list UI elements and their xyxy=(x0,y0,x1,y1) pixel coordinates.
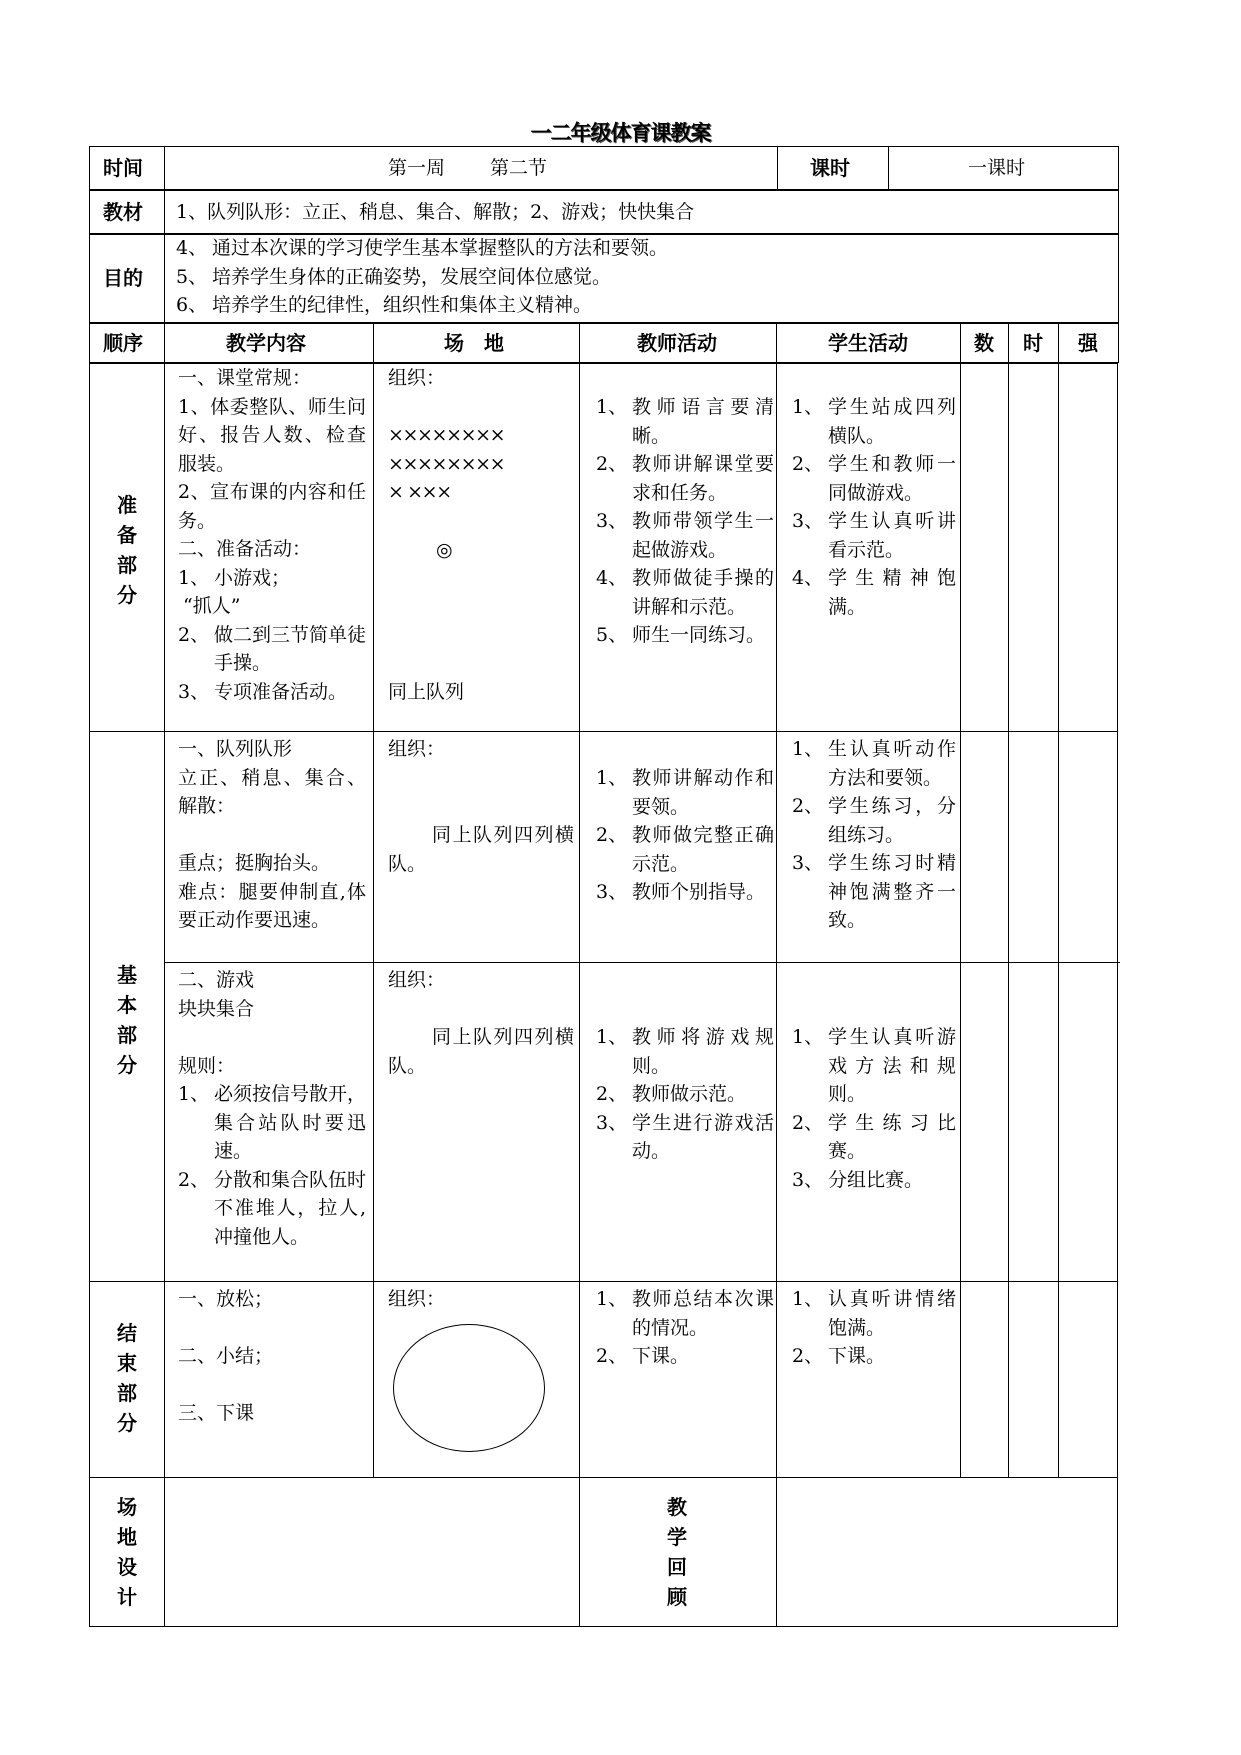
list-item: 1、 认真听讲情绪饱满。 xyxy=(792,1288,956,1339)
end-student-list xyxy=(792,1285,956,1371)
list-item: 3、 专项准备活动。 xyxy=(178,680,348,703)
list-item: 1、 教师总结本次课的情况。 xyxy=(596,1288,774,1339)
col-time: 时 xyxy=(1023,331,1043,355)
prep-teacher-list xyxy=(596,393,774,650)
list-item: 2、 下课。 xyxy=(596,1345,690,1367)
list-item: 2、 下课。 xyxy=(792,1345,886,1367)
col-student: 学生活动 xyxy=(828,331,908,355)
list-item: 3、 教师带领学生一起做游戏。 xyxy=(596,510,774,561)
goal-label: 目的 xyxy=(103,266,143,290)
list-item: 2、 分散和集合队伍时不准堆人，拉人,冲撞他人。 xyxy=(178,1168,367,1248)
list-item: 1、 教师讲解动作和要领。 xyxy=(596,767,774,818)
teaching-review-label: 教 学 回 顾 xyxy=(667,1495,687,1609)
basic1-content: 一、队列队形 立正、稍息、集合、解散： 重点；挺胸抬头。 难点：腿要伸制直,体要正动作要迅速。 xyxy=(178,738,366,931)
col-teacher: 教师活动 xyxy=(637,331,717,355)
list-item: 1、 学生站成四列横队。 xyxy=(792,396,956,447)
list-item: 3、 学生进行游戏活动。 xyxy=(596,1111,774,1162)
list-item: 4、 学生精神饱满。 xyxy=(792,567,956,618)
list-item: 3、 分组比赛。 xyxy=(792,1168,924,1191)
end-content-summary: 二、小结； xyxy=(178,1345,274,1367)
prep-venue-formation-row1: ×××××××× xyxy=(388,424,505,446)
end-content-dismiss: 三、下课 xyxy=(178,1402,255,1424)
list-item: 1、 学生认真听游戏方法和规则。 xyxy=(792,1026,956,1105)
list-item: 1、 教师将游戏规则。 xyxy=(596,1026,774,1077)
basic2-venue-text: 同上队列四列横队。 xyxy=(388,1026,574,1077)
prep-venue-formation-row2: ×××××××× xyxy=(388,453,505,475)
basic1-student-list xyxy=(792,735,956,935)
period-label: 课时 xyxy=(810,156,850,180)
list-item: 2、 做二到三节简单徒手操。 xyxy=(178,623,367,674)
venue-design-label: 场 地 设 计 xyxy=(117,1495,137,1609)
end-venue-org: 组织： xyxy=(388,1288,446,1310)
basic2-student-list xyxy=(792,1023,956,1194)
time-label: 时间 xyxy=(103,156,143,180)
circle-formation-diagram xyxy=(393,1324,545,1452)
list-item: 4、 教师做徒手操的讲解和示范。 xyxy=(596,567,774,618)
list-item: 3、 学生练习时精神饱满整齐一致。 xyxy=(792,852,956,931)
list-item: 3、 教师个别指导。 xyxy=(596,881,766,903)
list-item: 1、 必须按信号散开，集合站队时要迅速。 xyxy=(178,1083,367,1162)
prep-venue-formation-row3: × ××× xyxy=(388,481,451,503)
basic2-teacher-list xyxy=(596,1023,774,1166)
prep-venue-same: 同上队列 xyxy=(388,681,465,703)
stage-label-end: 结 束 部 分 xyxy=(117,1321,137,1435)
col-order: 顺序 xyxy=(103,331,143,355)
basic1-teacher-list xyxy=(596,764,774,907)
list-item: 2、 教师做完整正确示范。 xyxy=(596,824,774,875)
list-item: 1、 教师语言要清晰。 xyxy=(596,396,774,447)
list-item: 2、 学生和教师一同做游戏。 xyxy=(792,453,956,504)
list-item: 5、 师生一同练习。 xyxy=(596,624,766,646)
list-item: 1、 小游戏； xyxy=(178,566,291,589)
col-content: 教学内容 xyxy=(226,331,306,355)
stage-label-basic: 基 本 部 分 xyxy=(117,963,137,1077)
list-item: 2、 教师做示范。 xyxy=(596,1083,747,1105)
list-item: 6、 培养学生的纪律性，组织性和集体主义精神。 xyxy=(176,294,593,316)
document-title: 一二年级体育课教案 xyxy=(530,121,711,145)
basic2-content: 二、游戏 块块集合 规则： 1、 必须按信号散开，集合站队时要迅速。 2、 分散和集合队伍时不准堆人，拉人,冲撞他人。 xyxy=(178,966,366,1251)
goal-list xyxy=(176,234,1076,320)
basic2-venue-org: 组织： xyxy=(388,969,446,991)
teacher-position-icon: ◎ xyxy=(436,539,453,561)
time-section: 第二节 xyxy=(490,157,548,179)
prep-venue-org: 组织： xyxy=(388,367,446,389)
list-item: 2、 学生练习，分组练习。 xyxy=(792,795,956,846)
col-intensity: 强 xyxy=(1078,331,1098,355)
list-item: 2、 教师讲解课堂要求和任务。 xyxy=(596,453,774,504)
end-content-relax: 一、放松； xyxy=(178,1288,274,1310)
basic1-venue-text: 同上队列四列横队。 xyxy=(388,824,574,875)
prep-content: 一、课堂常规： 1、体委整队、师生问好、报告人数、检查服装。 2、宣布课的内容和任务。 二、准备活动： 1、 小游戏； “抓人” 2、 做二到三节简单徒手操。 3、 专项准备活动。 xyxy=(178,364,366,706)
col-count: 数 xyxy=(974,331,994,355)
material-label: 教材 xyxy=(103,200,143,224)
list-item: 1、 生认真听动作方法和要领。 xyxy=(792,738,956,789)
basic1-venue-org: 组织： xyxy=(388,738,446,760)
end-teacher-list xyxy=(596,1285,774,1371)
list-item: 4、 通过本次课的学习使学生基本掌握整队的方法和要领。 xyxy=(176,237,669,259)
list-item: 3、 学生认真听讲看示范。 xyxy=(792,510,956,561)
period-value: 一课时 xyxy=(968,157,1026,179)
time-week: 第一周 xyxy=(388,157,446,179)
list-item: 2、 学生练习比赛。 xyxy=(792,1111,956,1162)
stage-label-prep: 准 备 部 分 xyxy=(117,493,137,607)
material-value: 1、队列队形：立正、稍息、集合、解散；2、游戏；快快集合 xyxy=(176,201,695,223)
col-venue: 场 地 xyxy=(444,331,504,355)
list-item: 5、 培养学生身体的正确姿势，发展空间体位感觉。 xyxy=(176,265,612,288)
prep-student-list xyxy=(792,393,956,621)
